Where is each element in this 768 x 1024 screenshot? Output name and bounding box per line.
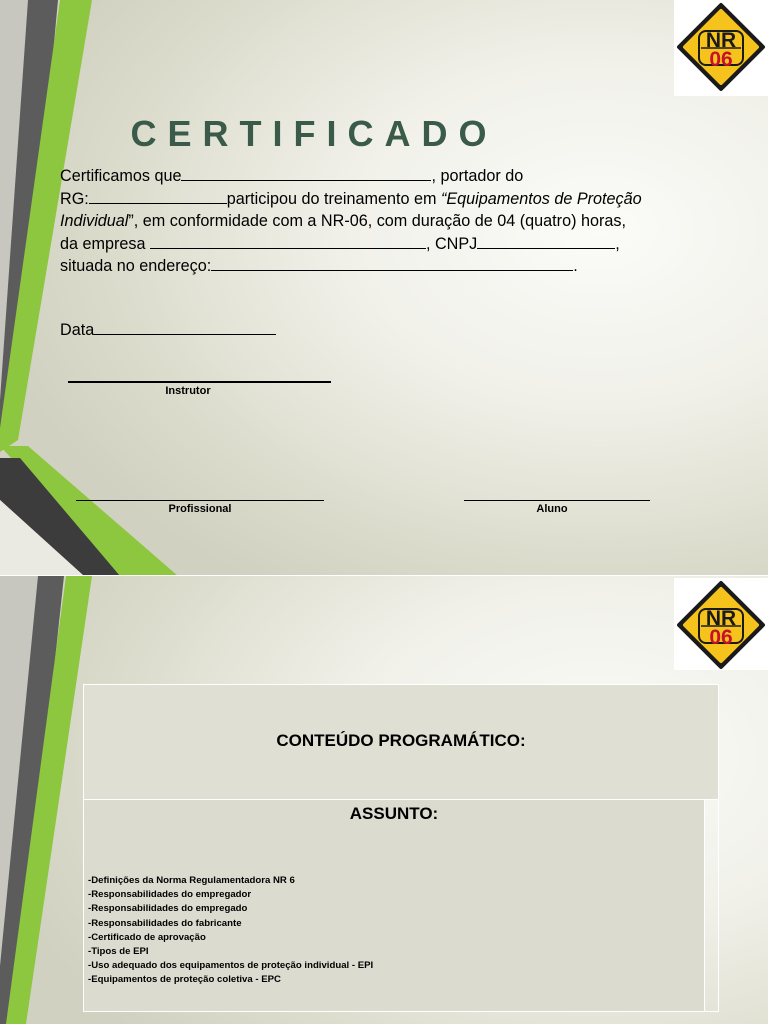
list-item: -Responsabilidades do empregador	[88, 889, 252, 901]
table-column-divider	[704, 800, 705, 1011]
list-item: -Tipos de EPI	[88, 946, 149, 958]
text-rg: RG:	[60, 189, 89, 208]
date-row	[60, 321, 276, 340]
topic-list	[88, 874, 373, 988]
text-period: .	[573, 257, 578, 275]
nr06-badge-2	[674, 578, 768, 670]
text-certificamos: Certificamos que	[60, 167, 182, 185]
text-comma: ,	[615, 234, 620, 253]
program-table	[83, 684, 719, 1012]
rg-field-line	[89, 190, 227, 204]
assunto-heading: ASSUNTO:	[349, 804, 439, 823]
aluno-signature-line	[464, 500, 650, 501]
list-item: -Responsabilidades do empregado	[88, 903, 248, 915]
instrutor-signature-line	[68, 381, 331, 383]
nr06-badge-icon	[676, 2, 766, 92]
profissional-label: Profissional	[168, 503, 232, 515]
badge-nr-2: NR	[705, 607, 737, 630]
text-participou: participou do treinamento em	[226, 189, 441, 208]
text-cnpj: , CNPJ	[425, 234, 478, 253]
text-endereco: situada no endereço:	[60, 257, 212, 275]
profissional-signature-line	[76, 500, 324, 501]
date-label: Data	[60, 321, 95, 339]
list-item: -Responsabilidades do fabricante	[88, 917, 242, 929]
badge-number-2: 06	[709, 626, 733, 649]
text-portador: , portador do	[431, 167, 524, 185]
list-item: -Certificado de aprovação	[88, 931, 206, 943]
text-conformidade: ”, em conformidade com a NR-06, com duração de 04 (quatro) horas,	[128, 212, 626, 230]
text-course-name-1: “Equipamentos de Proteção	[440, 189, 642, 208]
nr06-badge	[674, 0, 768, 96]
list-item: -Definições da Norma Regulamentadora NR 6	[88, 875, 295, 886]
program-header-row	[84, 685, 718, 800]
list-item: -Equipamentos de proteção coletiva - EPC	[88, 974, 281, 986]
date-field-line	[94, 321, 276, 335]
text-empresa: da empresa	[60, 234, 146, 253]
name-field-line	[181, 167, 431, 181]
program-heading: CONTEÚDO PROGRAMÁTICO:	[276, 731, 526, 750]
cnpj-field-line	[477, 235, 615, 249]
list-item: -Uso adequado dos equipamentos de proteção individual - EPI	[88, 960, 374, 972]
address-field-line	[211, 257, 573, 271]
certificate-title: CERTIFICADO	[130, 113, 498, 154]
certificate-body	[60, 165, 696, 278]
program-body-row	[84, 800, 704, 1011]
company-field-line	[150, 235, 426, 249]
instrutor-label: Instrutor	[165, 385, 211, 397]
nr06-badge-icon-2	[676, 580, 766, 670]
badge-number: 06	[709, 48, 733, 71]
aluno-label: Aluno	[536, 503, 568, 515]
badge-nr: NR	[705, 29, 737, 52]
text-course-name-2: Individual	[60, 212, 129, 230]
